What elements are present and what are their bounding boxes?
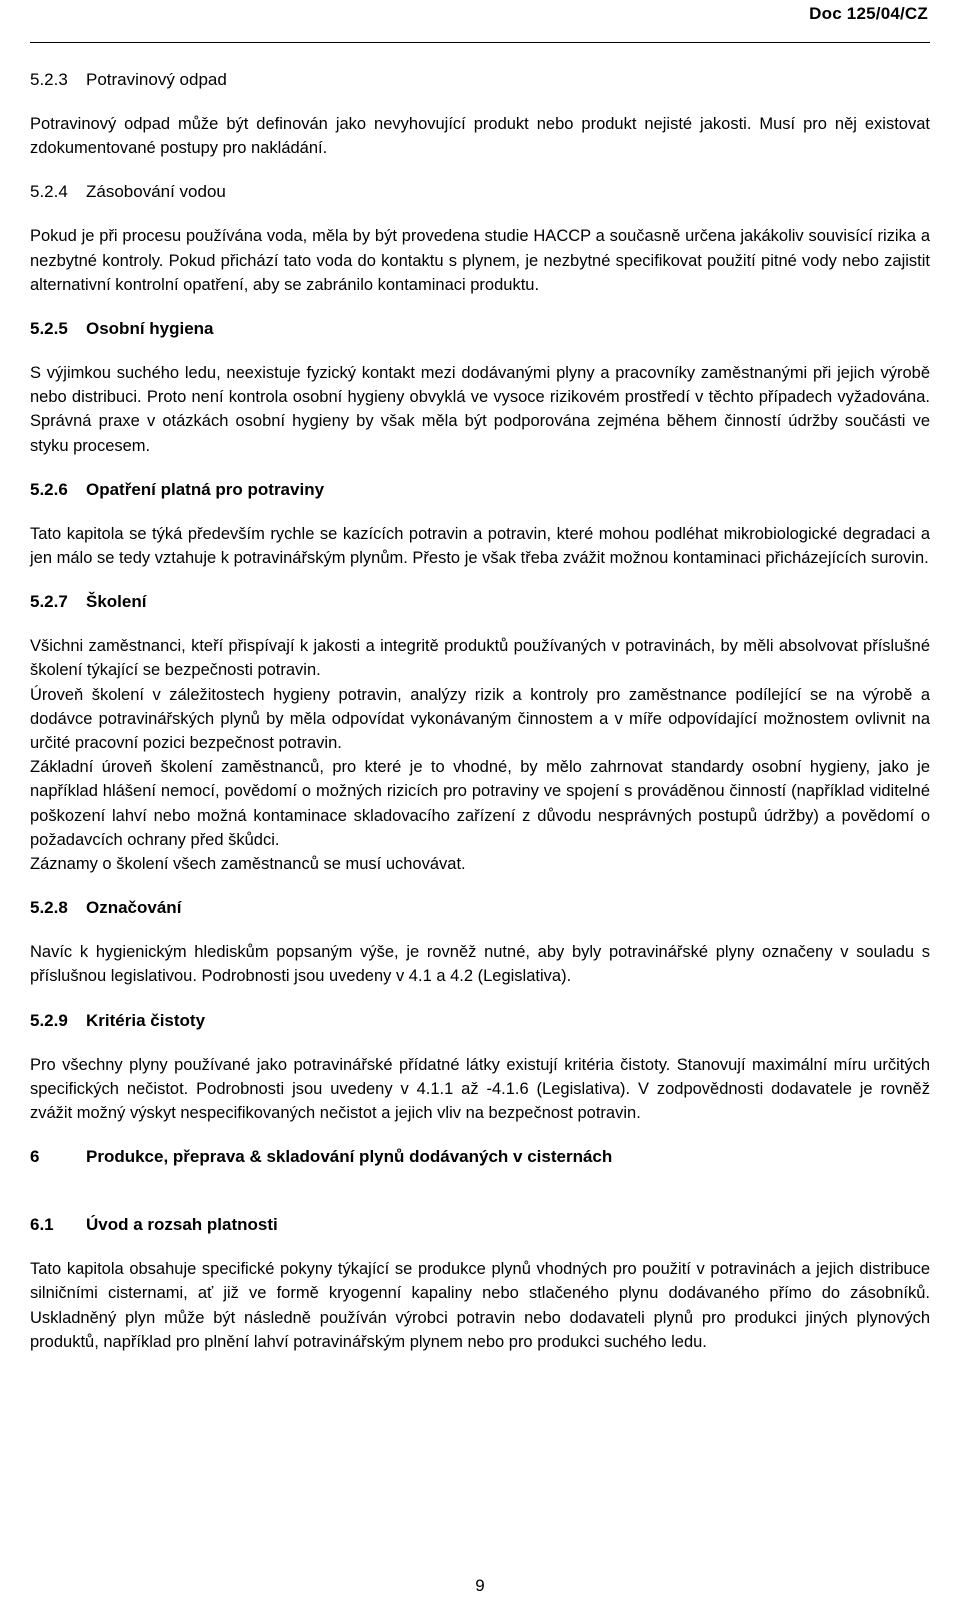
section-number: 6	[30, 1147, 40, 1167]
section-heading-5-2-5	[30, 317, 930, 341]
section-heading-6-1	[30, 1213, 930, 1237]
section-title: Opatření platná pro potraviny	[86, 479, 325, 499]
section-number: 6.1	[30, 1215, 54, 1235]
section-heading-5-2-9	[30, 1009, 930, 1033]
paragraph: Navíc k hygienickým hlediskům popsaným výše, je rovněž nutné, aby byly potravinářské plyny označeny v souladu s příslušnou legislativou. Podrobnosti jsou uvedeny v 4.1 a 4.2 (Legislativa).	[30, 943, 930, 986]
paragraph: Pro všechny plyny používané jako potravinářské přídatné látky existují kritéria čistoty. Stanovují maximální míru určitých specifických nečistot. Podrobnosti jsou uvedeny v 4.1.1 až -4.1.6 (Legislativa). V zodpovědnosti dodavatele je rovněž zvážit možný výskyt nespecifikovaných nečistot a jejich vliv na bezpečnost potravin.	[30, 1055, 930, 1123]
section-title: Potravinový odpad	[86, 70, 227, 89]
section-title: Produkce, přeprava & skladování plynů dodávaných v cisternách	[86, 1147, 613, 1167]
section-number: 5.2.5	[30, 319, 68, 339]
document-id: Doc 125/04/CZ	[809, 4, 928, 23]
paragraph: Pokud je při procesu používána voda, měla by být provedena studie HACCP a současně určena jakákoliv souvisící rizika a nezbytné kontroly. Pokud přichází tato voda do kontaktu s plynem, je nezbytné specifikovat použití pitné vody nebo zajistit alternativní kontrolní opatření, aby se zabránilo kontaminaci produktu.	[30, 227, 930, 294]
chapter-heading-6	[30, 1145, 930, 1169]
paragraph: Základní úroveň školení zaměstnanců, pro které je to vhodné, by mělo zahrnovat standardy osobní hygieny, jako je například hlášení nemocí, povědomí o možných rizicích pro potraviny ve spojení s prováděnou činností (například viditelné poškození lahví nebo možná kontaminace skladovacího zařízení z důvodu nesprávných postupů údržby) a povědomí o požadavcích ochrany před škůdci.	[30, 758, 930, 849]
paragraph: Potravinový odpad může být definován jako nevyhovující produkt nebo produkt nejisté jakosti. Musí pro něj existovat zdokumentované postupy pro nakládání.	[30, 115, 930, 158]
section-heading-5-2-7	[30, 590, 930, 614]
section-title: Označování	[86, 898, 182, 918]
section-heading-5-2-3	[30, 68, 930, 92]
section-number: 5.2.3	[30, 70, 68, 89]
section-heading-5-2-4	[30, 180, 930, 204]
section-heading-5-2-6	[30, 478, 930, 502]
paragraph: Tato kapitola obsahuje specifické pokyny týkající se produkce plynů vhodných pro použití v potravinách a jejich distribuce silničními cisternami, ať již ve formě kryogenní kapaliny nebo stlačeného plynu dodávaného přímo do zásobníků. Uskladněný plyn může být následně používán výrobci potravin nebo dodavateli plynů pro produkci jiných plynových produktů, například pro plnění lahví potravinářským plynem nebo pro produkci suchého ledu.	[30, 1260, 930, 1351]
section-title: Školení	[86, 592, 147, 612]
paragraph: Všichni zaměstnanci, kteří přispívají k jakosti a integritě produktů používaných v potravinách, by měli absolvovat příslušné školení týkající se bezpečnosti potravin.	[30, 637, 930, 680]
page-number: 9	[475, 1576, 485, 1595]
page-header	[30, 0, 930, 43]
section-title: Kritéria čistoty	[86, 1010, 206, 1030]
section-title: Úvod a rozsah platnosti	[86, 1215, 278, 1235]
section-number: 5.2.9	[30, 1010, 68, 1030]
section-number: 5.2.4	[30, 182, 68, 202]
section-heading-5-2-8	[30, 896, 930, 920]
paragraph: Tato kapitola se týká především rychle se kazících potravin a potravin, které mohou podléhat mikrobiologické degradaci a jen málo se tedy vztahuje k potravinářským plynům. Přesto je však třeba zvážit možnou kontaminaci přicházejících surovin.	[30, 524, 930, 568]
paragraph: S výjimkou suchého ledu, neexistuje fyzický kontakt mezi dodávanými plyny a pracovníky zaměstnanými při jejich výrobě nebo distribuci. Proto není kontrola osobní hygieny obvyklá ve vysoce rizikovém prostředí v těchto případech vyžadována. Správná praxe v otázkách osobní hygieny by však měla být podporována zejména během činností údržby součásti ve styku procesem.	[30, 364, 930, 455]
section-number: 5.2.8	[30, 898, 68, 918]
section-title: Zásobování vodou	[86, 182, 226, 202]
paragraph: Úroveň školení v záležitostech hygieny potravin, analýzy rizik a kontroly pro zaměstnance podílející se na výrobě a dodávce potravinářských plynů by měla odpovídat vykonávaným činnostem a v míře odpovídající možnostem ovlivnit na určité pracovní pozici bezpečnost potravin.	[30, 685, 930, 753]
page-content	[30, 68, 930, 1354]
paragraph: Záznamy o školení všech zaměstnanců se musí uchovávat.	[30, 855, 466, 874]
section-number: 5.2.6	[30, 479, 68, 499]
section-number: 5.2.7	[30, 592, 68, 612]
section-title: Osobní hygiena	[86, 319, 214, 339]
